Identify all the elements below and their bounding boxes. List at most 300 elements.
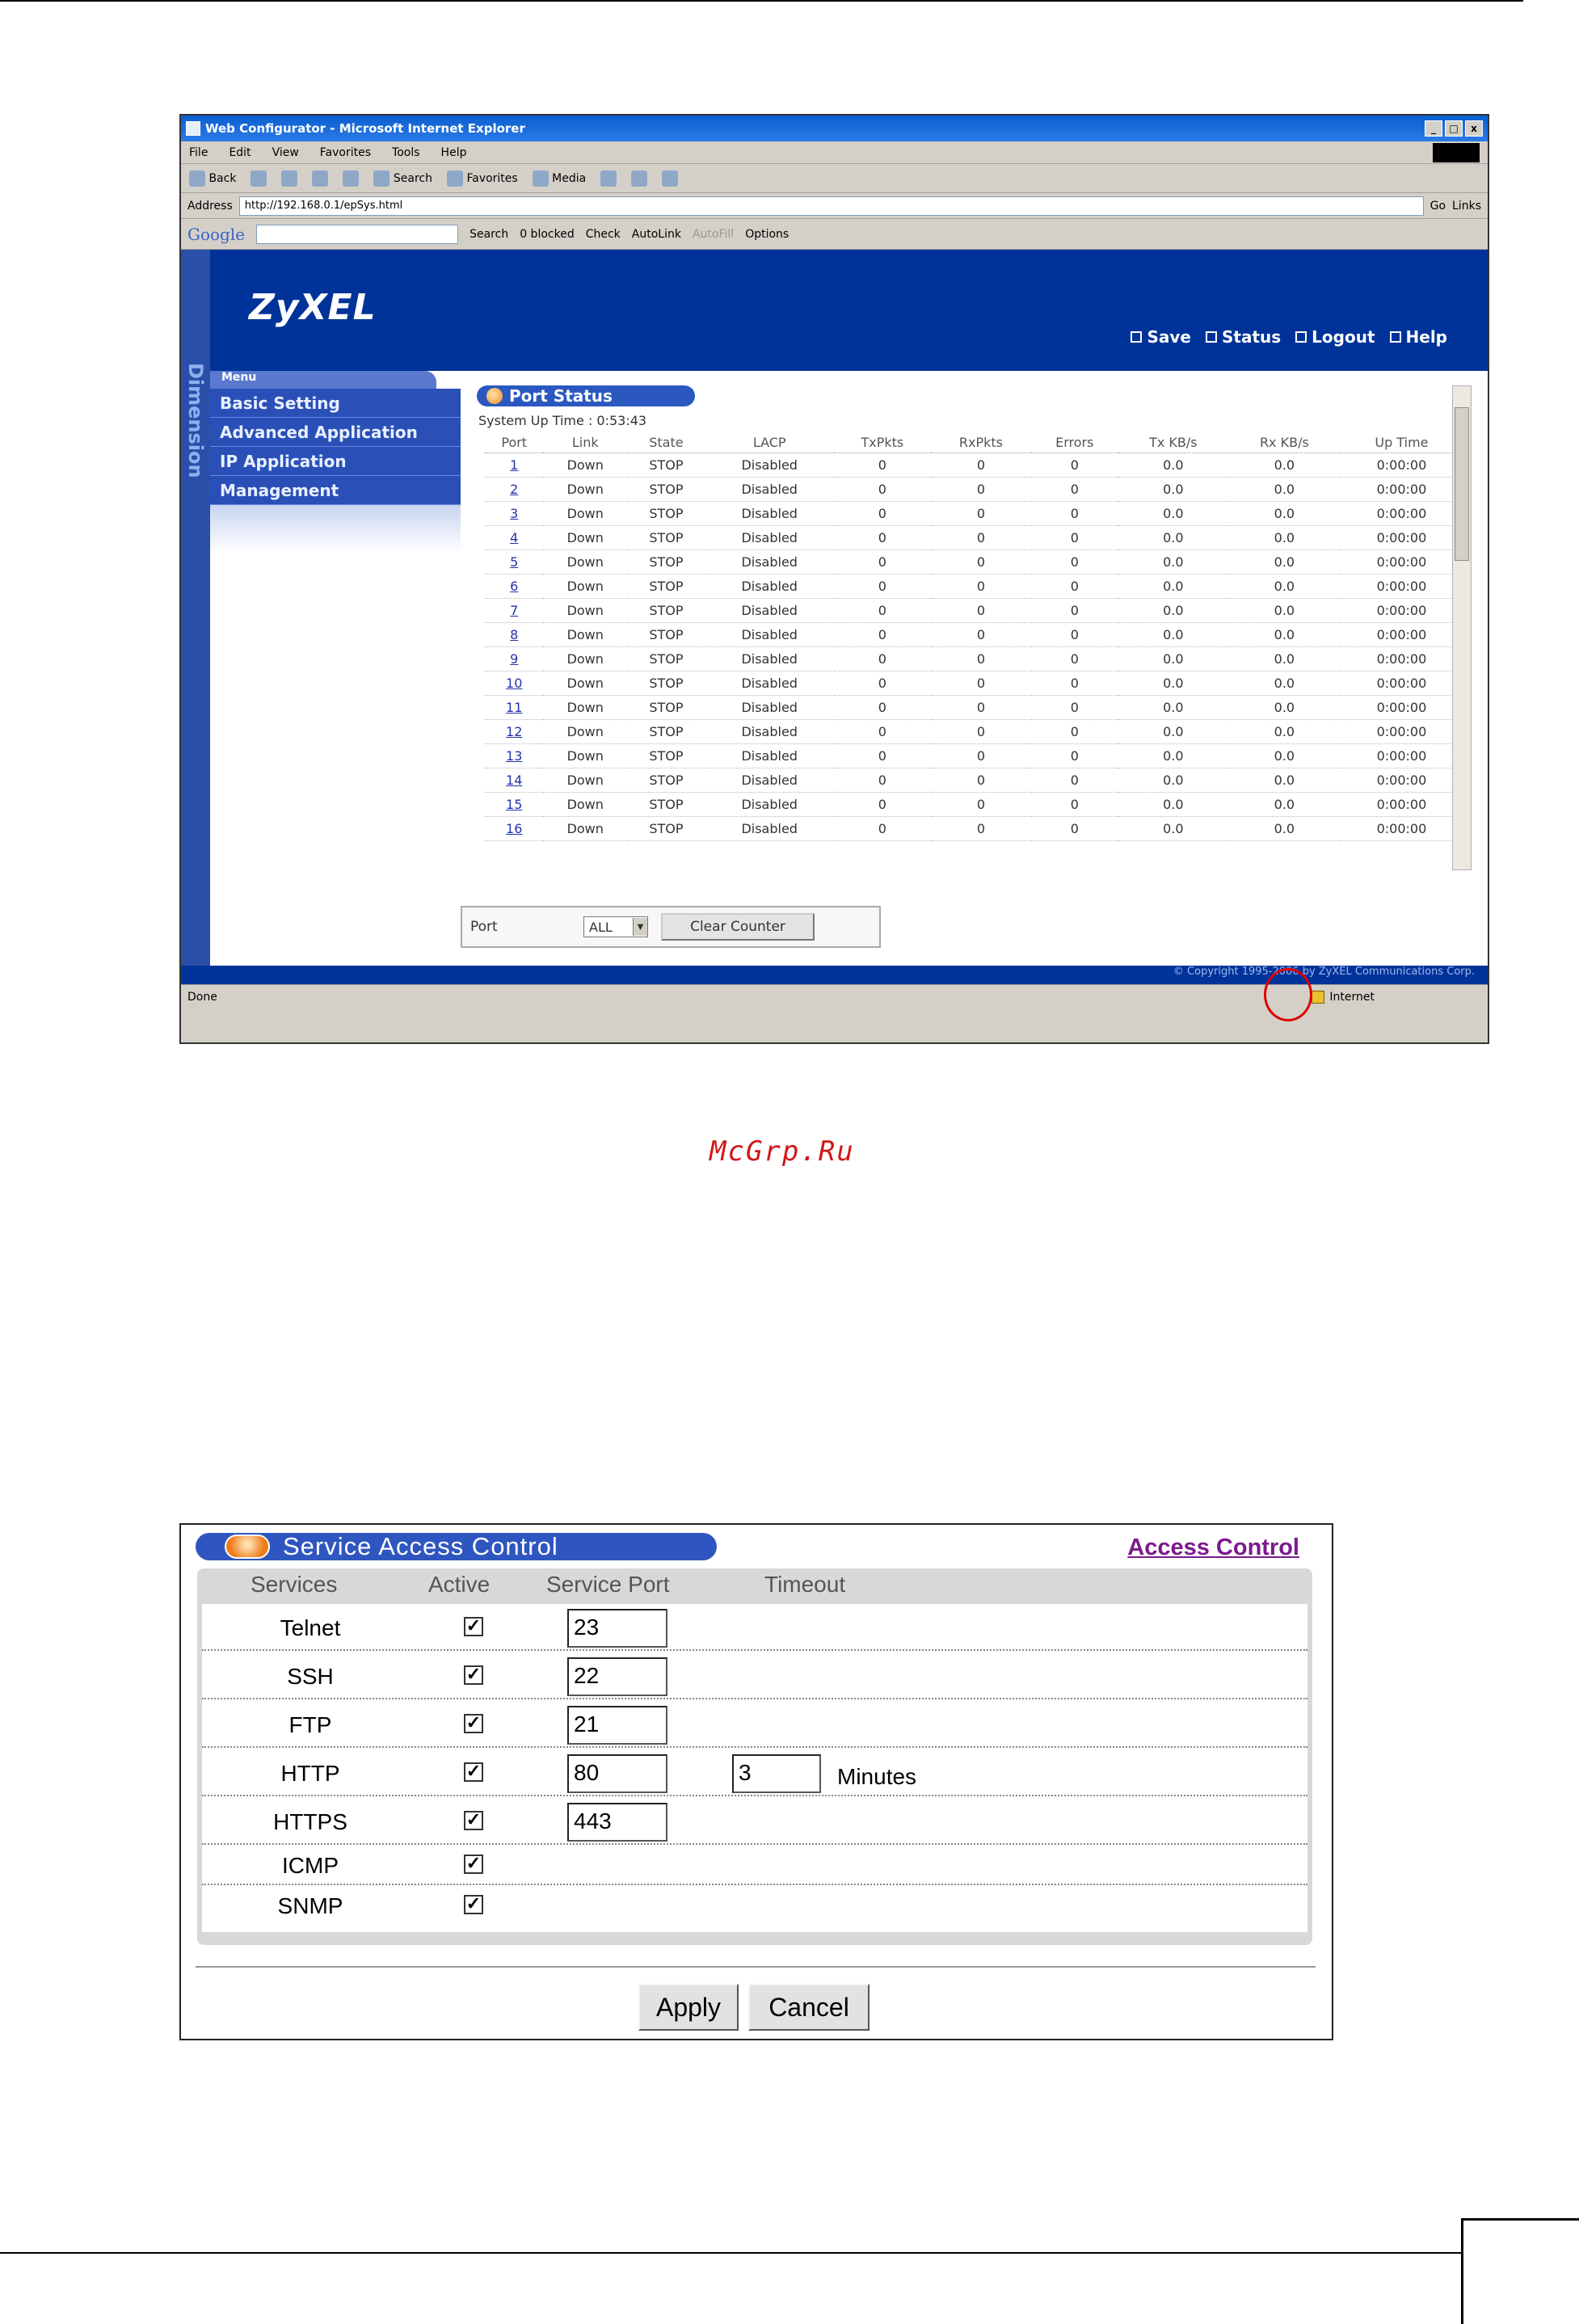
table-cell: 0.0 <box>1118 671 1228 695</box>
table-cell: 0:00:00 <box>1341 622 1463 646</box>
sac-title-text: Service Access Control <box>283 1532 558 1560</box>
search-label: Search <box>393 171 433 185</box>
windows-flag-icon <box>1433 143 1480 162</box>
table-cell: 0 <box>931 646 1031 671</box>
mail-icon[interactable] <box>631 171 647 187</box>
scrollbar-thumb[interactable] <box>1455 407 1469 561</box>
forward-arrow-icon[interactable] <box>251 171 267 187</box>
service-name: FTP <box>288 1712 332 1737</box>
table-cell: 0 <box>834 501 932 525</box>
table-cell <box>485 574 543 598</box>
table-row <box>202 1749 1307 1796</box>
media-button[interactable] <box>533 171 587 187</box>
table-cell: Down <box>543 525 627 549</box>
table-cell: 0.0 <box>1118 525 1228 549</box>
table-cell: Disabled <box>705 743 834 768</box>
menu-tab[interactable]: Menu <box>210 371 436 389</box>
table-cell: Disabled <box>705 622 834 646</box>
google-toolbar <box>181 219 1488 250</box>
table-cell: STOP <box>627 453 705 477</box>
table-cell: 0 <box>1031 695 1118 719</box>
table-row <box>485 671 1463 695</box>
service-port-input[interactable]: 21 <box>567 1706 667 1745</box>
browser-window <box>179 114 1489 1044</box>
options-button[interactable]: Options <box>745 227 790 241</box>
table-row <box>485 525 1463 549</box>
active-checkbox[interactable]: ✓ <box>464 1855 483 1874</box>
page-viewport <box>181 250 1488 984</box>
table-cell: STOP <box>627 792 705 816</box>
menu-file[interactable]: File <box>189 145 208 159</box>
table-cell: Down <box>543 816 627 840</box>
table-cell <box>485 695 543 719</box>
clear-counter-panel <box>461 906 881 948</box>
header-active: Active <box>428 1572 491 1597</box>
port-link[interactable]: 16 <box>506 820 523 836</box>
table-row <box>202 1652 1307 1699</box>
table-cell: 0 <box>834 574 932 598</box>
menu-management[interactable]: Management <box>210 476 461 505</box>
table-cell: Disabled <box>705 525 834 549</box>
table-cell: 0:00:00 <box>1341 453 1463 477</box>
search-button[interactable] <box>373 171 432 187</box>
google-logo[interactable]: Google <box>187 224 246 244</box>
table-cell: STOP <box>627 816 705 840</box>
header-service-port: Service Port <box>546 1572 670 1597</box>
table-cell <box>485 453 543 477</box>
menu-advanced-application[interactable]: Advanced Application <box>210 418 461 447</box>
table-cell: 0 <box>1031 816 1118 840</box>
table-cell: Disabled <box>705 598 834 622</box>
table-row <box>485 695 1463 719</box>
table-cell <box>485 768 543 792</box>
media-label: Media <box>552 171 587 185</box>
window-titlebar <box>181 116 1488 141</box>
table-cell: 0.0 <box>1118 622 1228 646</box>
orb-icon <box>486 388 503 404</box>
page-bottom-rule <box>0 2252 1461 2254</box>
zyxel-logo: ZyXEL <box>249 287 377 328</box>
table-cell: Down <box>543 598 627 622</box>
port-link[interactable]: 4 <box>510 529 519 545</box>
table-cell: 0:00:00 <box>1341 792 1463 816</box>
autofill-button[interactable]: AutoFill <box>692 227 735 241</box>
service-port-input[interactable]: 80 <box>567 1754 667 1793</box>
table-cell: 0 <box>1031 719 1118 743</box>
table-row <box>485 646 1463 671</box>
table-cell: Down <box>543 574 627 598</box>
table-row <box>485 768 1463 792</box>
browser-toolbar <box>181 164 1488 193</box>
table-cell: 0 <box>931 525 1031 549</box>
table-cell: STOP <box>627 646 705 671</box>
service-name: HTTPS <box>273 1809 347 1834</box>
service-name: ICMP <box>282 1853 339 1878</box>
table-cell <box>485 671 543 695</box>
help-label: Help <box>1405 327 1447 347</box>
table-cell: 0.0 <box>1118 695 1228 719</box>
save-icon <box>1131 331 1142 343</box>
links-button[interactable]: Links <box>1452 199 1481 213</box>
table-row <box>485 622 1463 646</box>
port-link[interactable]: 1 <box>510 457 519 473</box>
table-cell <box>485 525 543 549</box>
table-cell: 0:00:00 <box>1341 816 1463 840</box>
system-uptime: System Up Time : 0:53:43 <box>478 413 647 428</box>
table-cell <box>485 719 543 743</box>
table-cell: 0.0 <box>1228 501 1341 525</box>
table-row <box>202 1887 1307 1930</box>
table-cell: 0 <box>834 671 932 695</box>
table-cell: 0.0 <box>1228 768 1341 792</box>
table-cell: 0 <box>931 719 1031 743</box>
table-cell: 0:00:00 <box>1341 574 1463 598</box>
home-icon[interactable] <box>343 171 359 187</box>
table-cell: STOP <box>627 501 705 525</box>
col-txpkts: TxPkts <box>834 433 932 453</box>
port-link[interactable]: 2 <box>510 481 519 497</box>
active-checkbox[interactable]: ✓ <box>464 1665 483 1685</box>
table-cell: 0 <box>1031 574 1118 598</box>
table-cell: Down <box>543 743 627 768</box>
table-cell: 0 <box>834 646 932 671</box>
help-icon <box>1390 331 1401 343</box>
google-search-input[interactable] <box>256 225 458 244</box>
save-link[interactable] <box>1131 327 1191 347</box>
table-cell: 0:00:00 <box>1341 719 1463 743</box>
table-cell: 0 <box>1031 477 1118 501</box>
table-cell: 0.0 <box>1228 549 1341 574</box>
table-cell <box>485 646 543 671</box>
table-cell: STOP <box>627 671 705 695</box>
table-cell: Down <box>543 646 627 671</box>
menu-favorites[interactable]: Favorites <box>319 145 372 159</box>
table-cell: STOP <box>627 574 705 598</box>
table-cell: Disabled <box>705 719 834 743</box>
port-link[interactable]: 10 <box>506 675 523 691</box>
help-link[interactable] <box>1390 327 1447 347</box>
table-cell: Disabled <box>705 574 834 598</box>
service-name: HTTP <box>280 1761 340 1786</box>
table-row <box>202 1846 1307 1885</box>
table-cell: Down <box>543 695 627 719</box>
menu-view[interactable]: View <box>272 145 299 159</box>
timeout-input[interactable]: 3 <box>732 1754 821 1793</box>
table-cell: 0 <box>931 768 1031 792</box>
timeout-unit: Minutes <box>837 1764 917 1789</box>
service-port-input[interactable]: 443 <box>567 1803 667 1842</box>
side-strip-text: Dimension <box>184 363 207 478</box>
table-cell: 0.0 <box>1118 574 1228 598</box>
col-rxpkts: RxPkts <box>931 433 1031 453</box>
table-cell: 0 <box>931 453 1031 477</box>
divider <box>196 1966 1316 1968</box>
table-cell: Disabled <box>705 792 834 816</box>
page-top-rule <box>0 0 1523 2</box>
active-checkbox[interactable]: ✓ <box>464 1811 483 1830</box>
spell-check-button[interactable]: Check <box>585 227 621 241</box>
port-link[interactable]: 5 <box>510 554 519 570</box>
table-cell: 0 <box>834 816 932 840</box>
table-cell: 0:00:00 <box>1341 525 1463 549</box>
history-icon[interactable] <box>600 171 617 187</box>
highlight-circle <box>1264 968 1312 1021</box>
table-cell: 0 <box>931 501 1031 525</box>
table-cell: 0 <box>1031 598 1118 622</box>
table-row <box>485 453 1463 477</box>
side-strip <box>181 250 210 984</box>
port-link[interactable]: 12 <box>506 723 523 739</box>
table-cell: 0 <box>834 598 932 622</box>
table-cell: STOP <box>627 695 705 719</box>
service-name: Telnet <box>280 1615 341 1640</box>
table-cell: STOP <box>627 477 705 501</box>
internet-zone-text: Internet <box>1329 990 1375 1004</box>
navigation-menu <box>210 371 461 554</box>
table-cell: 0 <box>931 816 1031 840</box>
menu-help[interactable]: Help <box>440 145 467 159</box>
sac-table <box>197 1568 1312 1945</box>
minimize-button[interactable]: _ <box>1425 120 1442 137</box>
access-control-link[interactable]: Access Control <box>1127 1535 1299 1560</box>
table-cell: 0 <box>931 598 1031 622</box>
table-cell: 0.0 <box>1228 477 1341 501</box>
table-cell: 0 <box>834 453 932 477</box>
stop-icon[interactable] <box>281 171 297 187</box>
col-port: Port <box>485 433 543 453</box>
table-cell: 0 <box>1031 743 1118 768</box>
clear-counter-button[interactable]: Clear Counter <box>661 913 815 941</box>
table-cell: 0 <box>1031 671 1118 695</box>
table-cell: 0.0 <box>1118 719 1228 743</box>
table-cell: 0 <box>834 719 932 743</box>
copyright-bar: © Copyright 1995-2006 by ZyXEL Communications Corp. <box>181 966 1488 984</box>
status-link[interactable] <box>1206 327 1281 347</box>
table-cell: 0 <box>931 695 1031 719</box>
col-lacp: LACP <box>705 433 834 453</box>
table-cell: 0.0 <box>1228 695 1341 719</box>
table-cell: Down <box>543 453 627 477</box>
service-port-input[interactable]: 23 <box>567 1609 667 1648</box>
table-cell: 0 <box>834 695 932 719</box>
table-cell: 0 <box>834 622 932 646</box>
table-cell: STOP <box>627 768 705 792</box>
table-cell: Disabled <box>705 549 834 574</box>
table-cell: 0 <box>931 671 1031 695</box>
zyxel-header <box>181 250 1488 371</box>
active-checkbox[interactable]: ✓ <box>464 1895 483 1914</box>
col-up-time: Up Time <box>1341 433 1463 453</box>
cancel-button[interactable]: Cancel <box>748 1984 870 2031</box>
table-cell: 0 <box>931 743 1031 768</box>
table-cell: STOP <box>627 743 705 768</box>
table-cell: 0:00:00 <box>1341 501 1463 525</box>
menu-basic-setting[interactable]: Basic Setting <box>210 389 461 418</box>
table-cell: 0.0 <box>1228 743 1341 768</box>
table-cell: 0 <box>1031 768 1118 792</box>
table-cell <box>485 743 543 768</box>
port-table-header <box>485 433 1463 453</box>
table-cell: 0:00:00 <box>1341 646 1463 671</box>
sac-table-header <box>197 1568 1312 1604</box>
service-port-input[interactable]: 22 <box>567 1657 667 1696</box>
port-status-title-text: Port Status <box>509 386 613 406</box>
table-cell: Disabled <box>705 453 834 477</box>
maximize-button[interactable]: □ <box>1445 120 1463 137</box>
table-cell: 0:00:00 <box>1341 671 1463 695</box>
table-cell: Disabled <box>705 671 834 695</box>
port-status-panel <box>461 371 1475 953</box>
table-cell <box>485 501 543 525</box>
table-cell: 0.0 <box>1118 816 1228 840</box>
table-cell: Down <box>543 768 627 792</box>
popup-blocker[interactable]: 0 blocked <box>520 227 575 241</box>
status-icon <box>1206 331 1217 343</box>
port-select[interactable] <box>583 916 648 937</box>
table-row <box>202 1798 1307 1845</box>
table-cell: 0.0 <box>1228 719 1341 743</box>
port-status-table <box>485 433 1463 841</box>
apply-button[interactable]: Apply <box>638 1984 739 2031</box>
service-name: SSH <box>287 1664 334 1689</box>
table-cell: Down <box>543 549 627 574</box>
table-cell: Down <box>543 501 627 525</box>
table-cell: 0.0 <box>1118 501 1228 525</box>
table-cell: Down <box>543 719 627 743</box>
print-icon[interactable] <box>662 171 678 187</box>
menu-spacer <box>210 505 461 554</box>
table-cell: 0 <box>931 622 1031 646</box>
table-cell: 0 <box>834 477 932 501</box>
service-name: SNMP <box>277 1893 343 1918</box>
refresh-icon[interactable] <box>312 171 328 187</box>
table-cell: STOP <box>627 719 705 743</box>
table-cell: 0.0 <box>1118 477 1228 501</box>
back-button[interactable] <box>189 171 236 187</box>
header-services: Services <box>251 1572 338 1597</box>
table-row <box>485 598 1463 622</box>
logout-icon <box>1295 331 1307 343</box>
table-cell: 0 <box>1031 525 1118 549</box>
port-label: Port <box>470 919 498 935</box>
table-cell: Disabled <box>705 501 834 525</box>
menu-ip-application[interactable]: IP Application <box>210 447 461 476</box>
table-cell <box>485 598 543 622</box>
content-scrollbar[interactable] <box>1452 385 1472 870</box>
active-checkbox[interactable]: ✓ <box>464 1714 483 1733</box>
address-bar <box>181 193 1488 219</box>
table-cell: 0.0 <box>1228 453 1341 477</box>
menu-tools[interactable]: Tools <box>392 145 420 159</box>
window-title: Web Configurator - Microsoft Internet Explorer <box>205 121 525 136</box>
header-timeout: Timeout <box>764 1572 846 1597</box>
active-checkbox[interactable]: ✓ <box>464 1617 483 1636</box>
table-cell: 0.0 <box>1118 768 1228 792</box>
table-row <box>485 574 1463 598</box>
close-button[interactable]: x <box>1465 120 1483 137</box>
table-cell: 0:00:00 <box>1341 768 1463 792</box>
port-link[interactable]: 15 <box>506 796 523 812</box>
port-status-title <box>477 385 695 406</box>
col-rx-kbs: Rx KB/s <box>1228 433 1341 453</box>
security-zone <box>1312 991 1375 1004</box>
table-cell: 0.0 <box>1228 816 1341 840</box>
search-icon <box>373 171 389 187</box>
table-cell: 0 <box>931 792 1031 816</box>
table-row <box>485 743 1463 768</box>
page-number-box <box>1461 2218 1579 2324</box>
logout-link[interactable] <box>1295 327 1375 347</box>
table-cell: Disabled <box>705 695 834 719</box>
favorites-label: Favorites <box>466 171 518 185</box>
lock-icon <box>1312 991 1324 1004</box>
col-tx-kbs: Tx KB/s <box>1118 433 1228 453</box>
table-cell: STOP <box>627 549 705 574</box>
autolink-button[interactable]: AutoLink <box>631 227 681 241</box>
ie-icon <box>186 121 200 136</box>
table-row <box>485 719 1463 743</box>
table-row <box>485 501 1463 525</box>
address-input[interactable]: http://192.168.0.1/epSys.html <box>239 196 1424 216</box>
table-cell: 0.0 <box>1228 574 1341 598</box>
port-link[interactable]: 11 <box>506 699 523 715</box>
orb-icon <box>225 1535 270 1559</box>
save-label: Save <box>1147 327 1191 347</box>
port-link[interactable]: 6 <box>510 578 519 594</box>
port-link[interactable]: 3 <box>510 505 519 521</box>
table-cell: Down <box>543 622 627 646</box>
table-cell: 0 <box>931 477 1031 501</box>
favorites-button[interactable] <box>447 171 518 187</box>
menu-bar <box>181 141 1488 164</box>
table-cell: 0 <box>1031 622 1118 646</box>
port-link[interactable]: 7 <box>510 602 519 618</box>
status-text: Done <box>187 990 217 1004</box>
back-label: Back <box>208 171 237 185</box>
col-errors: Errors <box>1031 433 1118 453</box>
menu-edit[interactable]: Edit <box>229 145 251 159</box>
status-label: Status <box>1222 327 1282 347</box>
table-cell <box>485 792 543 816</box>
table-cell: Down <box>543 477 627 501</box>
table-cell: 0.0 <box>1228 792 1341 816</box>
back-arrow-icon <box>189 171 205 187</box>
sac-title <box>196 1533 717 1560</box>
table-cell: STOP <box>627 598 705 622</box>
table-cell <box>485 816 543 840</box>
table-cell: 0:00:00 <box>1341 695 1463 719</box>
table-cell: Down <box>543 671 627 695</box>
go-button[interactable]: Go <box>1430 199 1446 213</box>
table-cell: Disabled <box>705 816 834 840</box>
table-cell: 0 <box>931 549 1031 574</box>
port-link[interactable]: 9 <box>510 650 519 667</box>
service-access-control-panel <box>179 1523 1333 2040</box>
address-label: Address <box>187 199 233 213</box>
google-search-button[interactable]: Search <box>469 227 509 241</box>
port-link[interactable]: 14 <box>506 772 523 788</box>
active-checkbox[interactable]: ✓ <box>464 1762 483 1782</box>
table-cell: 0 <box>834 549 932 574</box>
media-icon <box>533 171 549 187</box>
table-cell: 0 <box>1031 792 1118 816</box>
table-row <box>485 816 1463 840</box>
table-cell: 0:00:00 <box>1341 477 1463 501</box>
table-cell <box>485 549 543 574</box>
port-link[interactable]: 8 <box>510 626 519 642</box>
port-link[interactable]: 13 <box>506 747 523 764</box>
table-cell: 0 <box>1031 501 1118 525</box>
